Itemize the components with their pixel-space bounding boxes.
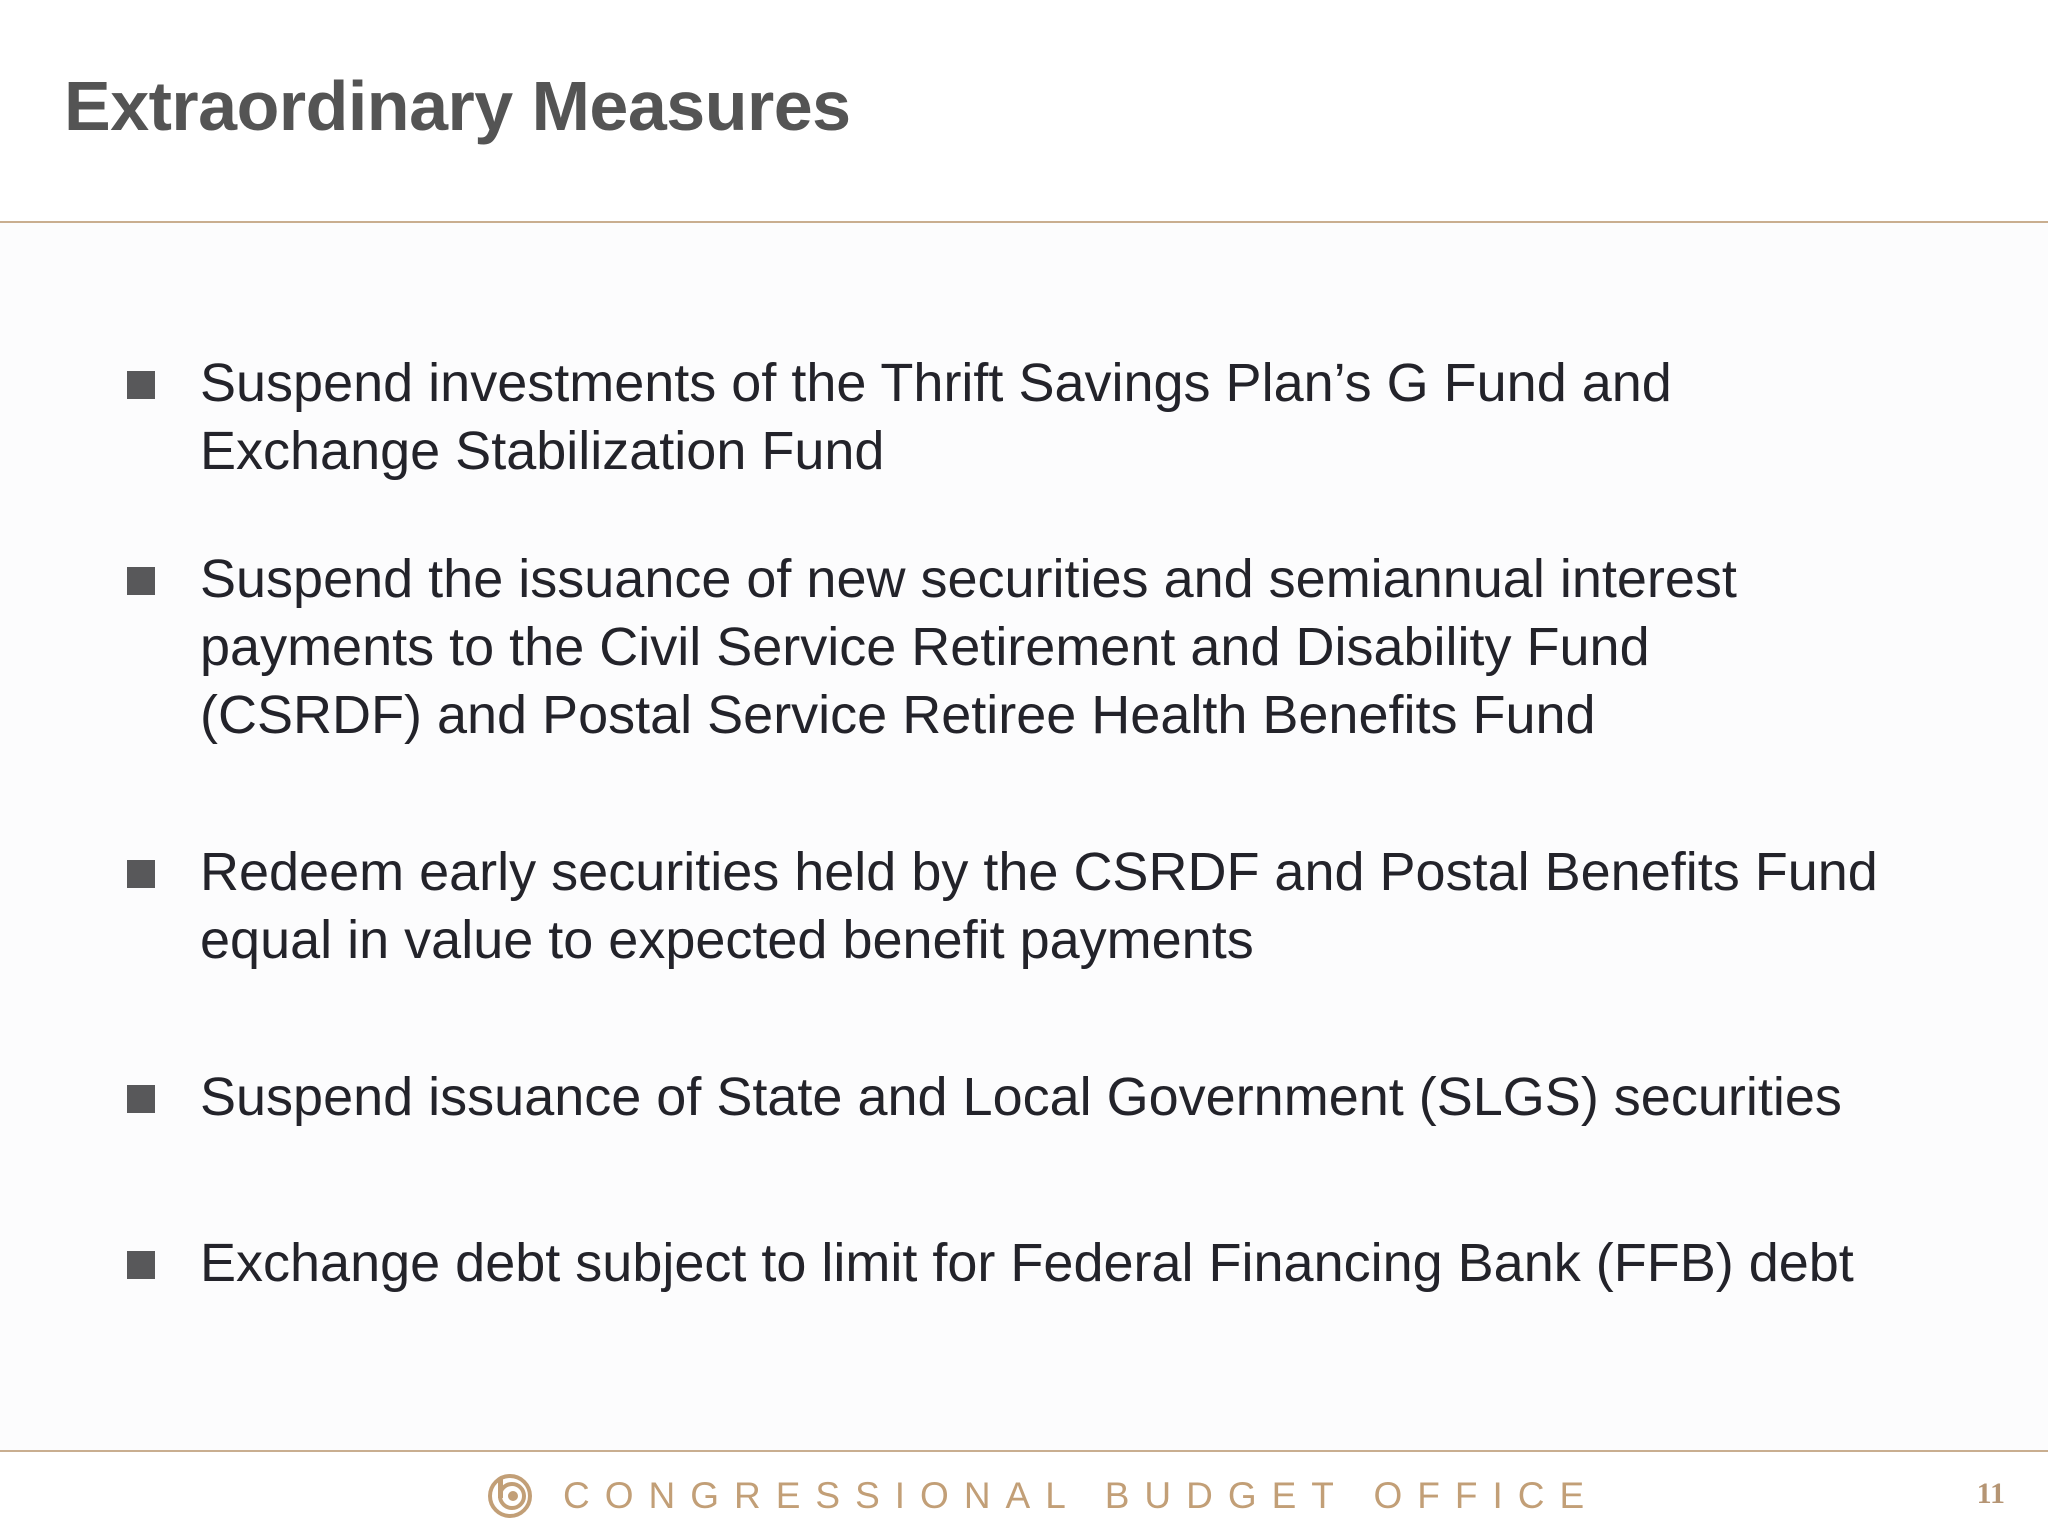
bullet-text (200, 838, 1990, 974)
square-bullet-icon (127, 860, 155, 888)
bullet-text (200, 545, 1990, 749)
bullet-line: Suspend issuance of State and Local Government (SLGS) securities (200, 1067, 1842, 1127)
bullet-line: Suspend investments of the Thrift Savings Plan’s G Fund and (200, 353, 1672, 413)
square-bullet-icon (127, 1085, 155, 1113)
footer-divider (0, 1450, 2048, 1452)
square-bullet-icon (127, 371, 155, 399)
bullet-line: payments to the Civil Service Retirement and Disability Fund (200, 617, 1650, 677)
bullet-line: (CSRDF) and Postal Service Retiree Health Benefits Fund (200, 685, 1596, 745)
page-number: 11 (1976, 1477, 2005, 1510)
bullet-line: Exchange debt subject to limit for Federal Financing Bank (FFB) debt (200, 1233, 1854, 1293)
bullet-text (200, 349, 1990, 485)
bullet-text (200, 1229, 1990, 1297)
square-bullet-icon (127, 567, 155, 595)
slide-title: Extraordinary Measures (64, 67, 851, 145)
cbo-logo-icon (488, 1474, 532, 1518)
header-divider (0, 221, 2048, 223)
bullet-line: Exchange Stabilization Fund (200, 421, 885, 481)
square-bullet-icon (127, 1251, 155, 1279)
bullet-line: equal in value to expected benefit payments (200, 910, 1254, 970)
bullet-line: Suspend the issuance of new securities and semiannual interest (200, 549, 1737, 609)
slide-header (0, 0, 2048, 221)
bullet-text (200, 1063, 1990, 1131)
organization-name: CONGRESSIONAL BUDGET OFFICE (563, 1475, 1600, 1516)
bullet-line: Redeem early securities held by the CSRDF and Postal Benefits Fund (200, 842, 1878, 902)
